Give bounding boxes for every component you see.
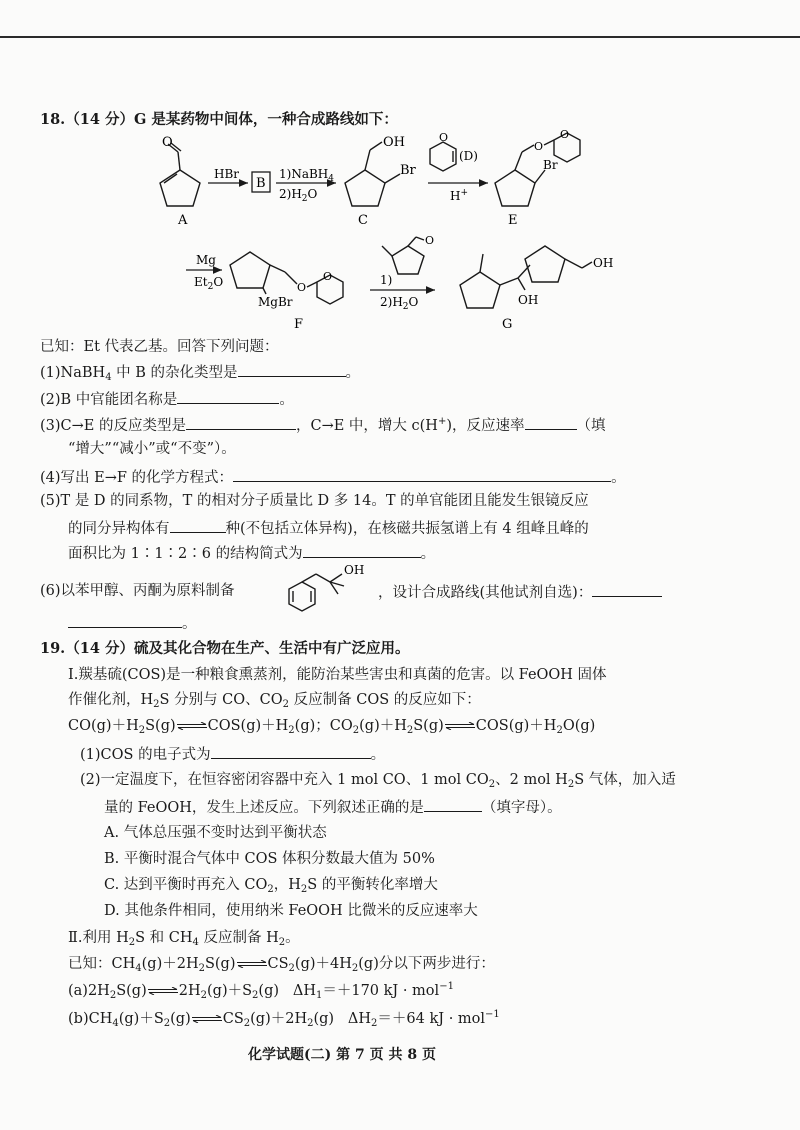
equilibrium-arrow-1 xyxy=(176,722,208,730)
q19-part2: Ⅱ.利用 $H_2S$ 和 $CH_4$ 反应制备 $H_2$。 xyxy=(68,930,300,948)
equilibrium-arrow-5 xyxy=(191,1015,223,1023)
label-e: E xyxy=(508,213,518,228)
answer-blank-5b[interactable] xyxy=(303,543,421,558)
answer-blank-3b[interactable] xyxy=(525,415,577,430)
answer-blank-4[interactable] xyxy=(233,467,611,482)
q18-sub4: (4)写出 E→F 的化学方程式： 。 xyxy=(40,467,626,487)
q18-sub3-cont: “增大”“减小”或“不变”）。 xyxy=(68,441,236,457)
q18-known: 已知：Et 代表乙基。回答下列问题： xyxy=(40,339,279,355)
q18-sub5-line2: 的同分异构体有 种(不包括立体异构)，在核磁共振氢谱上有 4 组峰且峰的 xyxy=(68,518,589,538)
q19-sub1: (1)COS 的电子式为 。 xyxy=(80,744,385,764)
option-d: D. 其他条件相同，使用纳米 FeOOH 比微米的反应速率大 xyxy=(104,903,478,919)
reagent-h2o-1: $2)H_2O$ xyxy=(279,187,318,204)
answer-blank-3a[interactable] xyxy=(186,415,296,430)
atom-o-f2: O xyxy=(323,270,333,283)
answer-blank-19-1[interactable] xyxy=(211,744,371,759)
target-molecule xyxy=(282,562,372,612)
option-c: C. 达到平衡时再充入 $CO_2$，$H_2S$ 的平衡转化率增大 xyxy=(104,877,438,895)
answer-blank-6b[interactable] xyxy=(68,613,182,628)
equilibrium-arrow-2 xyxy=(444,722,476,730)
answer-blank-2[interactable] xyxy=(177,389,279,404)
q19-sub2-line1: (2)一定温度下，在恒容密闭容器中充入 1 mol CO、1 mol $CO_2$、2 mol $H_2S$ 气体，加入适 xyxy=(80,772,676,790)
box-b: B xyxy=(256,176,266,191)
q19-part1-line2: 作催化剂，$H_2S$ 分别与 CO、$CO_2$ 反应制备 COS 的反应如下： xyxy=(68,692,481,710)
molecule-g xyxy=(460,246,613,332)
q19-known-reaction: 已知：$CH_4(g)+2H_2S(g)$ $CS_2(g)+4H_2(g)$分以下两步进行： xyxy=(68,956,495,974)
synthesis-scheme-row2 xyxy=(180,232,640,332)
label-d: (D) xyxy=(459,149,478,163)
reagent-nabh4: 1)NaBH$_4$ xyxy=(279,167,334,184)
atom-oh-c: OH xyxy=(383,135,405,150)
answer-blank-19-2[interactable] xyxy=(424,797,482,812)
q18-sub5-line3: 面积比为 1∶1∶2∶6 的结构简式为 。 xyxy=(68,543,435,563)
reagent-et2o: $Et_2O$ xyxy=(194,275,224,292)
reagent-step1: 1) xyxy=(380,273,393,287)
atom-oh-g2: OH xyxy=(593,256,614,270)
atom-o-a: O xyxy=(162,135,173,150)
reagent-step2: $2)H_2O$ xyxy=(380,295,419,312)
q18-title: 18.（14 分）G 是某药物中间体，一种合成路线如下： xyxy=(40,111,398,128)
option-a: A. 气体总压强不变时达到平衡状态 xyxy=(104,825,327,841)
reagent-mg: Mg xyxy=(196,253,216,267)
q18-sub5-line1: (5)T 是 D 的同系物，T 的相对分子质量比 D 多 14。T 的单官能团且能发生银镜反应 xyxy=(40,493,589,509)
molecule-e xyxy=(495,128,580,228)
atom-oh-g: OH xyxy=(518,293,539,307)
reaction-a: $(a)2H_2S(g)$ $2H_2(g)+S_2(g)$ $\Delta H_1=+170$ kJ · mol$^{-1}$ xyxy=(68,981,454,1001)
atom-br-e: Br xyxy=(543,158,558,172)
q18-sub6: (6)以苯甲醇、丙酮为原料制备 xyxy=(40,583,235,599)
molecule-f xyxy=(230,252,343,332)
label-c: C xyxy=(358,213,368,228)
answer-blank-1[interactable] xyxy=(238,362,346,377)
reaction-b: $(b)CH_4(g)+S_2(g)$ $CS_2(g)+2H_2(g)$ $\Delta H_2=+64$ kJ · mol$^{-1}$ xyxy=(68,1009,500,1029)
atom-o-e: O xyxy=(534,140,544,153)
q18-sub6-tail: ，设计合成路线(其他试剂自选)： xyxy=(378,582,662,602)
atom-o-e2: O xyxy=(560,128,570,141)
q18-sub3: (3)C→E 的反应类型是 ，C→E 中，增大 c(H+)，反应速率 （填 xyxy=(40,416,606,434)
molecule-a xyxy=(160,135,200,228)
atom-o-f: O xyxy=(297,281,307,294)
option-b: B. 平衡时混合气体中 COS 体积分数最大值为 50% xyxy=(104,851,435,867)
q19-sub2-line2: 量的 FeOOH，发生上述反应。下列叙述正确的是 （填字母）。 xyxy=(104,797,562,817)
q18-sub2: (2)B 中官能团名称是 。 xyxy=(40,389,294,409)
equilibrium-arrow-4 xyxy=(147,987,179,995)
atom-mgbr: MgBr xyxy=(258,295,293,309)
reagent-hplus: H+ xyxy=(450,188,469,203)
synthesis-scheme-row1 xyxy=(150,128,710,228)
atom-o-aldehyde: O xyxy=(425,234,435,247)
label-a: A xyxy=(178,213,188,228)
label-g: G xyxy=(502,317,513,332)
atom-br-c: Br xyxy=(400,163,416,178)
reagent-aldehyde xyxy=(382,234,434,274)
answer-blank-5a[interactable] xyxy=(170,518,226,533)
answer-blank-6a[interactable] xyxy=(592,582,662,597)
page-footer: 化学试题(二) 第 7 页 共 8 页 xyxy=(248,1047,436,1063)
reagent-hbr: HBr xyxy=(214,167,240,181)
equilibrium-arrow-3 xyxy=(236,960,268,968)
atom-oh-target: OH xyxy=(344,563,365,577)
molecule-c xyxy=(345,135,417,228)
q19-part1-line1: Ⅰ.羰基硫(COS)是一种粮食熏蒸剂，能防治某些害虫和真菌的危害。以 FeOOH 固体 xyxy=(68,667,607,683)
q19-title: 19.（14 分）硫及其化合物在生产、生活中有广泛应用。 xyxy=(40,640,410,657)
q18-sub1: (1)NaBH$_4$ 中 B 的杂化类型是 。 xyxy=(40,362,360,382)
q19-equations: $CO(g)+H_2S(g)$ $COS(g)+H_2(g)$；$CO_2(g)+H_2S(g)$ $COS(g)+H_2O(g)$ xyxy=(68,718,596,736)
atom-o-d: O xyxy=(439,131,449,144)
label-f: F xyxy=(294,317,304,332)
top-rule xyxy=(0,36,800,38)
q18-sub6-cont: 。 xyxy=(68,613,197,633)
reagent-d xyxy=(430,131,478,171)
